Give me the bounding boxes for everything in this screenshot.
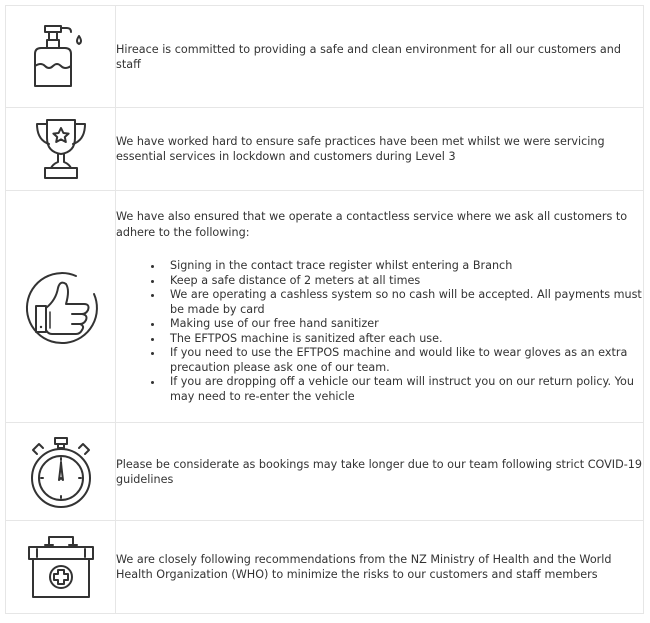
icon-cell bbox=[6, 423, 116, 521]
row-text: We have also ensured that we operate a contactless service where we ask all customers to adhere to the following: bbox=[116, 210, 628, 239]
table-row-safe-practices bbox=[6, 108, 644, 191]
row-text: We are closely following recommendations from the NZ Ministry of Health and the World Health Organization (WHO) to minimize the risks to our customers and staff members bbox=[116, 553, 612, 581]
icon-cell bbox=[6, 108, 116, 191]
list-item: • If you need to use the EFTPOS machine and would like to wear gloves as an extra precaution please ask one of our team. bbox=[164, 346, 643, 375]
table-row-clean-environment bbox=[6, 6, 644, 108]
list-item: • We are operating a cashless system so no cash will be accepted. All payments must be made by card bbox=[164, 288, 643, 317]
stopwatch-icon bbox=[29, 436, 93, 508]
covid-safety-table bbox=[5, 5, 644, 614]
list-item: • If you are dropping off a vehicle our team will instruct you on our return policy. You may need to re-enter the vehicle bbox=[164, 375, 643, 404]
list-item: • Keep a safe distance of 2 meters at all times bbox=[164, 274, 643, 289]
thumbs-up-icon bbox=[22, 268, 100, 346]
list-item: • Signing in the contact trace register whilst entering a Branch bbox=[164, 259, 643, 274]
row-text: Hireace is committed to providing a safe and clean environment for all our customers and staff bbox=[116, 42, 621, 71]
text-cell bbox=[116, 108, 644, 191]
text-cell bbox=[116, 191, 644, 423]
icon-cell bbox=[6, 6, 116, 108]
row-text-line-1: We have worked hard to ensure safe practices have been met whilst we were servicing bbox=[116, 135, 605, 148]
text-cell bbox=[116, 423, 644, 521]
text-cell bbox=[116, 521, 644, 614]
hand-sanitizer-icon bbox=[31, 22, 91, 92]
text-cell bbox=[116, 6, 644, 108]
table-row-bookings bbox=[6, 423, 644, 521]
row-text-line-2: essential services in lockdown and customers during Level 3 bbox=[116, 150, 456, 163]
icon-cell bbox=[6, 191, 116, 423]
first-aid-kit-icon bbox=[25, 531, 97, 603]
table-row-health-recommendations bbox=[6, 521, 644, 614]
contactless-rules-list bbox=[116, 259, 643, 404]
icon-cell bbox=[6, 521, 116, 614]
row-text: Please be considerate as bookings may take longer due to our team following strict COVID-19 guidelines bbox=[116, 457, 642, 486]
trophy-icon bbox=[31, 116, 91, 182]
table-row-contactless-service bbox=[6, 191, 644, 423]
list-item: • The EFTPOS machine is sanitized after each use. bbox=[164, 332, 643, 347]
list-item: • Making use of our free hand sanitizer bbox=[164, 317, 643, 332]
